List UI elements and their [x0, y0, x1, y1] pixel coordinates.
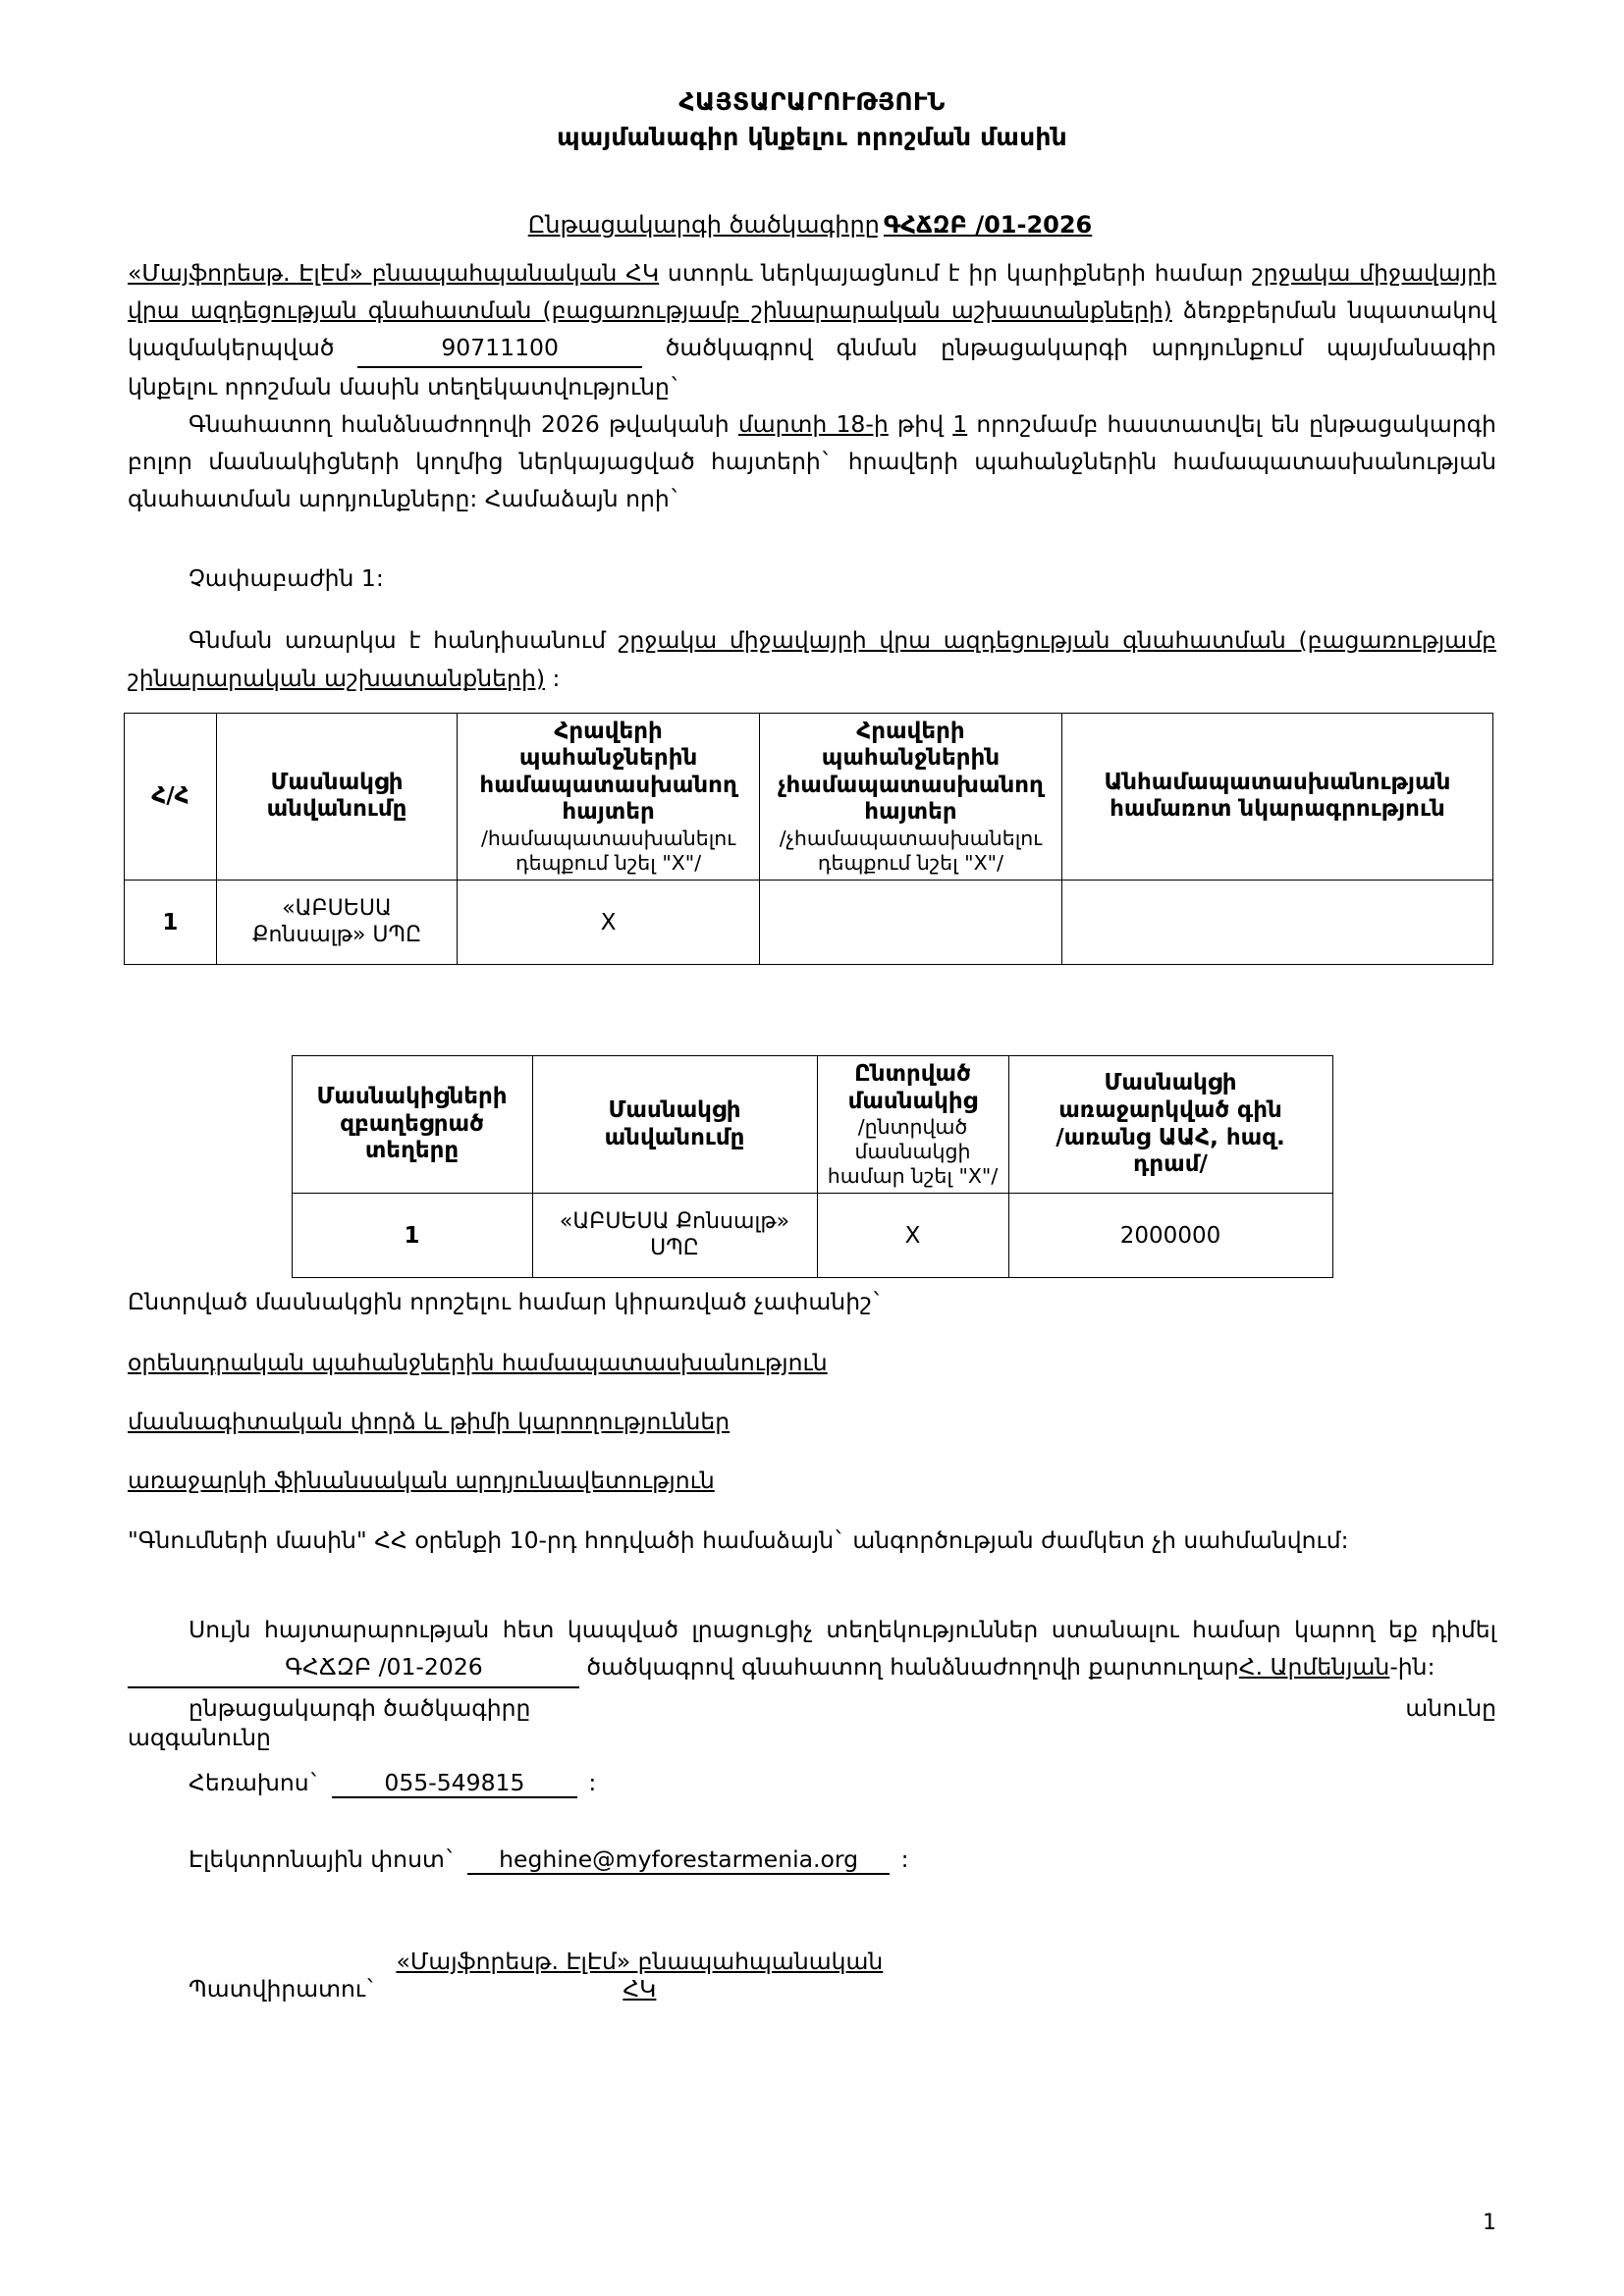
award-table — [292, 1055, 1333, 1278]
customer-label: Պատվիրատու` — [189, 1974, 377, 2002]
contact-code-value: ԳՀՃԶԲ /01-2026 — [128, 1648, 579, 1688]
intro-line2-rest: ձեռքբերման նպատակով կազմակերպված — [128, 296, 1496, 362]
col-header-participant: Մասնակցի անվանումը — [216, 713, 457, 881]
phone-suffix: : — [588, 1768, 597, 1796]
col-header-price: Մասնակցի առաջարկված գին /առանց ԱԱՀ, հազ. դրամ/ — [1008, 1056, 1332, 1194]
procurement-code-value: ԳՀՃԶԲ /01-2026 — [883, 211, 1093, 239]
email-label: Էլեկտրոնային փոստ` — [189, 1844, 457, 1873]
secretary-name: Հ. Արմենյան — [1238, 1653, 1390, 1682]
cell-award-participant: «ԱԲՍԵՍԱ Քոնսալթ» ՍՊԸ — [532, 1194, 817, 1278]
contact-mid: ծածկագրով գնահատող հանձնաժողովի քարտուղար — [586, 1653, 1239, 1682]
cell-price: 2000000 — [1008, 1194, 1332, 1278]
decision-date: մարտի 18-ի — [737, 410, 889, 439]
cell-description — [1061, 881, 1492, 965]
intro-line3-rest: ծածկագրով գնման ընթացակարգի արդյունքում պայմանագիր կնքելու որոշման մասին տեղեկատվությունը` — [128, 334, 1496, 401]
surname-label: ազգանունը — [128, 1723, 271, 1751]
purchase-prefix: Գնման առարկա է հանդիսանում — [189, 626, 607, 655]
col-header-description: Անհամապատասխանության համառոտ նկարագրություն — [1061, 713, 1492, 881]
decision-number: 1 — [952, 410, 968, 439]
law-note: "Գնումների մասին" ՀՀ օրենքի 10-րդ հոդվածի համաձայն` անգործության ժամկետ չի սահմանվում: — [128, 1525, 1349, 1554]
customer-row — [128, 1948, 1496, 2002]
phone-label: Հեռախոս` — [189, 1768, 321, 1796]
lot-label: Չափաբաժին 1: — [189, 564, 384, 593]
cell-compliant: X — [458, 881, 760, 965]
col-header-no: Հ/Հ — [125, 713, 217, 881]
col-header-selected: Ընտրված մասնակից /ընտրված մասնակցի համար նշել "X"/ — [817, 1056, 1008, 1194]
intro-paragraph — [128, 254, 1496, 405]
cell-no: 1 — [125, 881, 217, 965]
page-number: 1 — [1483, 2211, 1496, 2235]
cell-place: 1 — [292, 1194, 532, 1278]
cell-participant: «ԱԲՍԵՍԱ Քոնսալթ» ՍՊԸ — [216, 881, 457, 965]
list-item: օրենսդրական պահանջներին համապատասխանություն — [128, 1349, 828, 1377]
list-item: առաջարկի ֆինանսական արդյունավետություն — [128, 1467, 715, 1495]
evaluation-table-header-row — [125, 713, 1493, 881]
committee-rest: որոշմամբ հաստատվել են ընթացակարգի բոլոր մասնակիցների կողմից ներկայացված հայտերի` հրավերի պահանջներին համապատասխանության գնահատման արդյունքները: Համաձայն որի` — [128, 410, 1496, 513]
intro-line1-rest: ստորև ներկայացնում է իր կարիքների համար — [667, 259, 1244, 287]
col-header-place: Մասնակիցների զբաղեցրած տեղերը — [292, 1056, 532, 1194]
purchase-subject-paragraph — [128, 621, 1496, 696]
signature-left-label: ընթացակարգի ծածկագիրը — [189, 1693, 531, 1722]
cpv-code: 90711100 — [357, 329, 642, 368]
purchase-suffix: : — [552, 664, 561, 692]
table-row — [292, 1194, 1332, 1278]
criteria-intro: Ընտրված մասնակցին որոշելու համար կիրառված չափանիշ` — [128, 1288, 884, 1316]
phone-row — [128, 1769, 1496, 1798]
cell-selected: X — [817, 1194, 1008, 1278]
contact-prefix: Սույն հայտարարության հետ կապված լրացուցիչ տեղեկություններ ստանալու համար կարող եք դիմել — [189, 1615, 1496, 1643]
title-subtitle: պայմանագիր կնքելու որոշման մասին — [557, 122, 1067, 151]
list-item: մասնագիտական փորձ և թիմի կարողություններ — [128, 1408, 731, 1436]
email-value[interactable]: heghine@myforestarmenia.org — [467, 1845, 890, 1875]
decision-word: թիվ — [896, 410, 945, 439]
contact-suffix: -ին: — [1389, 1653, 1435, 1682]
document-title — [128, 84, 1496, 154]
evaluation-table — [124, 713, 1493, 966]
phone-value: 055-549815 — [332, 1769, 577, 1798]
purchase-subject-text: շրջակա միջավայրի վրա ազդեցության գնահատման (բացառությամբ շինարարական աշխատանքների) — [128, 626, 1496, 692]
table-row — [125, 881, 1493, 965]
organization-name: «Մայֆորեսթ. ԷլԷմ» բնապահպանական ՀԿ — [128, 259, 660, 287]
cell-noncompliant — [760, 881, 1062, 965]
email-row — [128, 1845, 1496, 1875]
email-suffix: : — [900, 1844, 909, 1873]
procurement-code-line — [128, 211, 1496, 239]
col-header-compliant: Հրավերի պահանջներին համապատասխանող հայտեր /համապատասխանելու դեպքում նշել "Х"/ — [458, 713, 760, 881]
col-header-award-participant: Մասնակցի անվանումը — [532, 1056, 817, 1194]
title-main: ՀԱՅՏԱՐԱՐՈՒԹՅՈՒՆ — [678, 87, 946, 116]
committee-prefix: Գնահատող հանձնաժողովի 2026 թվականի — [189, 410, 730, 439]
procurement-subject: շրջակա միջավայրի վրա ազդեցության գնահատման (բացառությամբ շինարարական աշխատանքների) — [128, 259, 1496, 325]
signature-row — [128, 1694, 1496, 1722]
procurement-code-label: Ընթացակարգի ծածկագիրը — [527, 211, 880, 239]
contact-paragraph — [128, 1611, 1496, 1688]
customer-value: «Մայֆորեսթ. ԷլԷմ» բնապահպանական ՀԿ — [396, 1947, 884, 2002]
committee-paragraph — [128, 405, 1496, 517]
col-header-noncompliant: Հրավերի պահանջներին չհամապատասխանող հայտեր /չհամապատասխանելու դեպքում նշել "Х"/ — [760, 713, 1062, 881]
award-table-header-row — [292, 1056, 1332, 1194]
criteria-list — [128, 1349, 1496, 1495]
signature-right-label: անունը — [1405, 1693, 1496, 1722]
